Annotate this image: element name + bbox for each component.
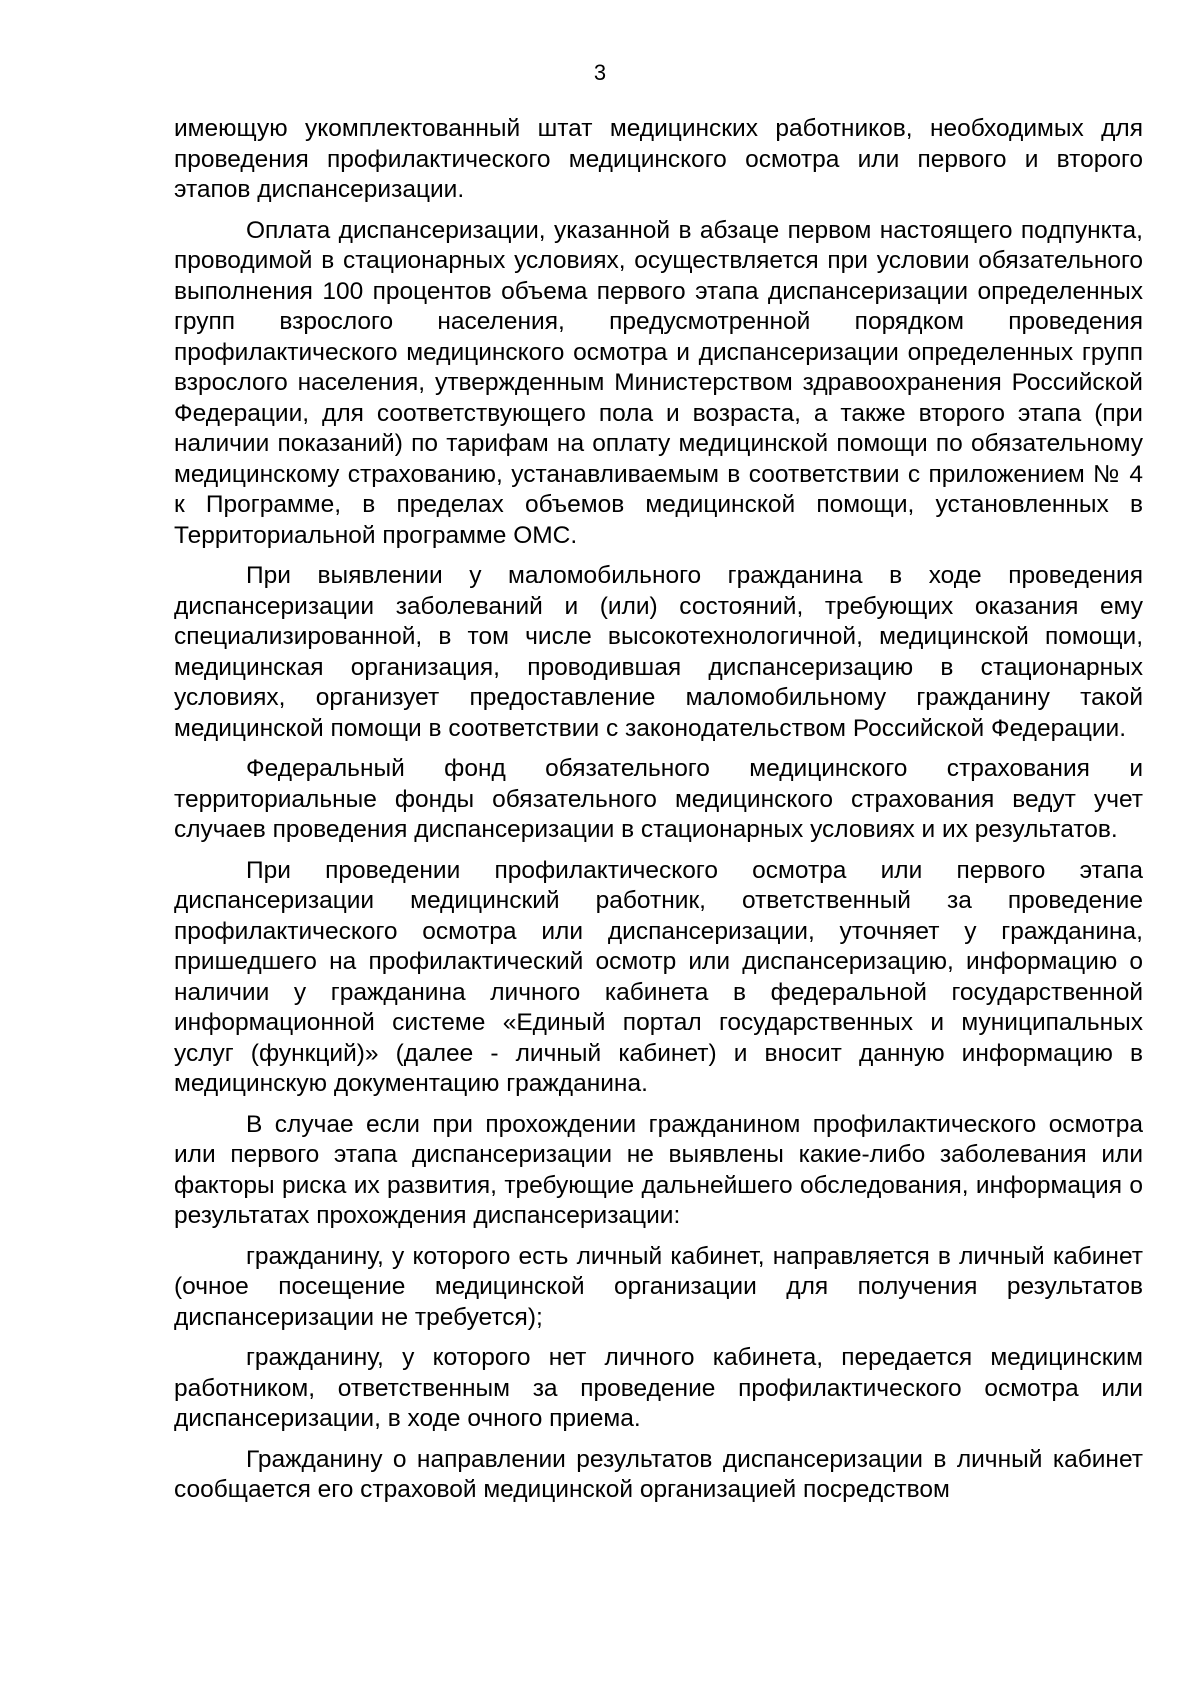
paragraph-3: При выявлении у маломобильного гражданина в ходе проведения диспансеризации заболеваний и (или) состояний, требующих оказания ему специализированной, в том числе высокотехнологичной, медицинской помощи, медицинская организация, проводившая диспансеризацию в стационарных условиях, организует предоставление маломобильному гражданину такой медицинской помощи в соответствии с законодательством Российской Федерации. <box>174 562 1143 742</box>
paragraph-4: Федеральный фонд обязательного медицинского страхования и территориальные фонды обязательного медицинского страхования ведут учет случаев проведения диспансеризации в стационарных условиях и их результатов. <box>174 755 1143 843</box>
paragraph-9: Гражданину о направлении результатов диспансеризации в личный кабинет сообщается его страховой медицинской организацией посредством <box>174 1445 1143 1503</box>
paragraph-5: При проведении профилактического осмотра или первого этапа диспансеризации медицинский работник, ответственный за проведение профилактического осмотра или диспансеризации, уточняет у гражданина, пришедшего на профилактический осмотр или диспансеризацию, информацию о наличии у гражданина личного кабинета в федеральной государственной информационной системе «Единый портал государственных и муниципальных услуг (функций)» (далее - личный кабинет) и вносит данную информацию в медицинскую документацию гражданина. <box>174 856 1143 1097</box>
page-number: 3 <box>593 60 607 85</box>
paragraph-6: В случае если при прохождении гражданином профилактического осмотра или первого этапа диспансеризации не выявлены какие-либо заболевания или факторы риска их развития, требующие дальнейшего обследования, информация о результатах прохождения диспансеризации: <box>174 1110 1143 1229</box>
paragraph-8: гражданину, у которого нет личного кабинета, передается медицинским работником, ответственным за проведение профилактического осмотра или диспансеризации, в ходе очного приема. <box>174 1344 1143 1432</box>
paragraph-7: гражданину, у которого есть личный кабинет, направляется в личный кабинет (очное посещение медицинской организации для получения результатов диспансеризации не требуется); <box>174 1242 1143 1331</box>
paragraph-1: имеющую укомплектованный штат медицинских работников, необходимых для проведения профилактического медицинского осмотра или первого и второго этапов диспансеризации. <box>174 115 1143 203</box>
document-body <box>174 114 1143 1516</box>
paragraph-2: Оплата диспансеризации, указанной в абзаце первом настоящего подпункта, проводимой в стационарных условиях, осуществляется при условии обязательного выполнения 100 процентов объема первого этапа диспансеризации определенных групп взрослого населения, предусмотренной порядком проведения профилактического медицинского осмотра и диспансеризации определенных групп взрослого населения, утвержденным Министерством здравоохранения Российской Федерации, для соответствующего пола и возраста, а также второго этапа (при наличии показаний) по тарифам на оплату медицинской помощи по обязательному медицинскому страхованию, устанавливаемым в соответствии с приложением № 4 к Программе, в пределах объемов медицинской помощи, установленных в Территориальной программе ОМС. <box>174 216 1143 549</box>
